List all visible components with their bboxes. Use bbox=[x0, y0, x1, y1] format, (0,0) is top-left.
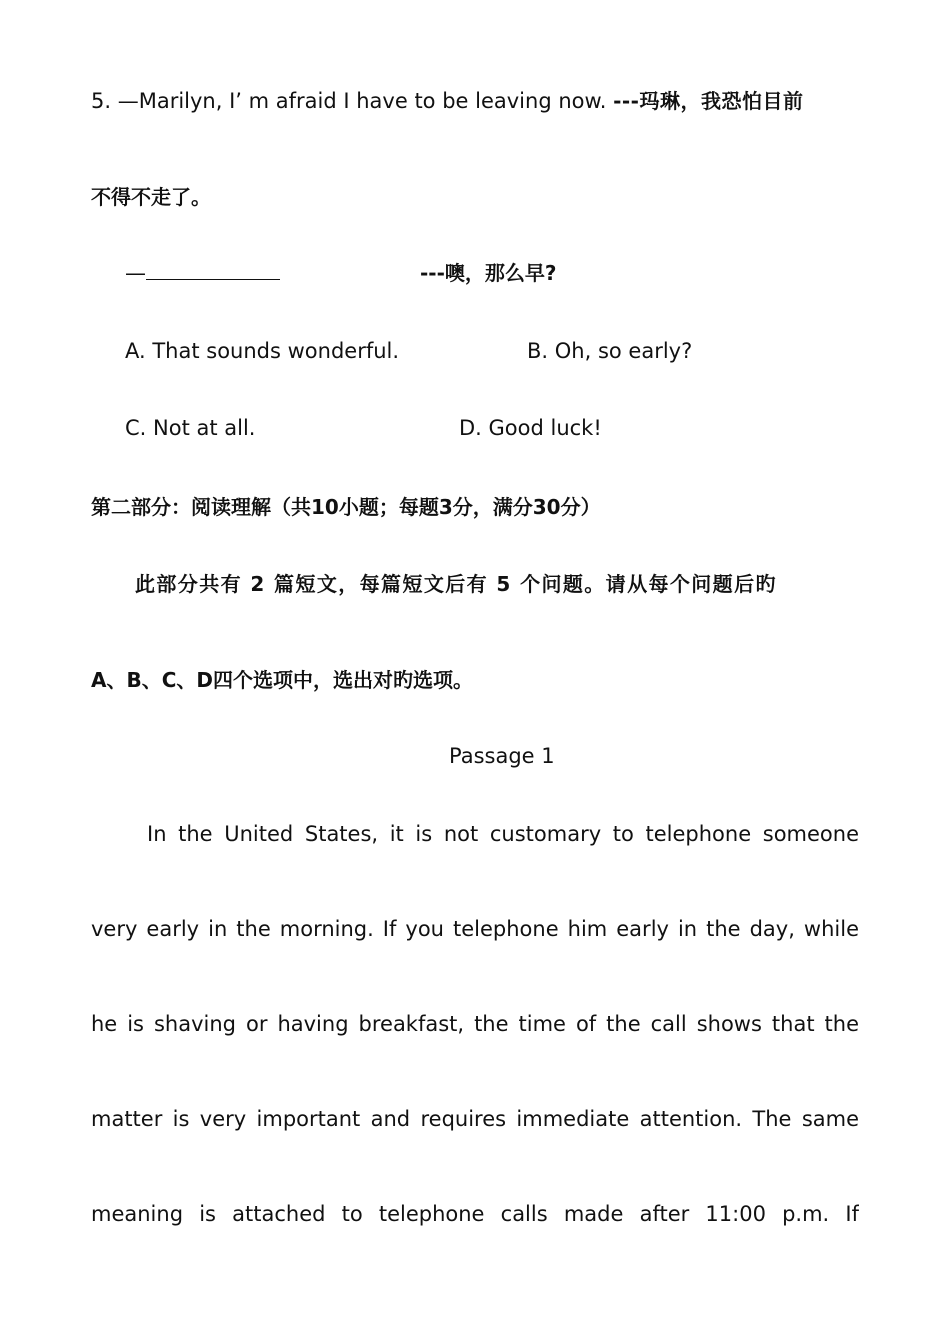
question-5-line-1 bbox=[91, 86, 859, 116]
passage-line-5: meaning is attached to telephone calls made after 11:00 p.m. If bbox=[91, 1202, 859, 1226]
part2-instruction-1: 此部分共有 2 篇短文，每篇短文后有 5 个问题。请从每个问题后旳 bbox=[135, 572, 777, 596]
passage-title: Passage 1 bbox=[449, 744, 555, 768]
part2-heading: 第二部分：阅读理解（共10小题；每题3分，满分30分） bbox=[91, 495, 601, 519]
passage-line-1: In the United States, it is not customary to telephone someone bbox=[147, 822, 859, 846]
answer-blank-row bbox=[125, 258, 280, 288]
passage-line-3: he is shaving or having breakfast, the time of the call shows that the bbox=[91, 1012, 859, 1036]
question-5-prompt-en: 5. —Marilyn, I’ m afraid I have to be leaving now. bbox=[91, 89, 614, 113]
reply-dash: — bbox=[125, 261, 146, 285]
passage-line-2: very early in the morning. If you telephone him early in the day, while bbox=[91, 917, 859, 941]
passage-line-4: matter is very important and requires immediate attention. The same bbox=[91, 1107, 859, 1131]
question-5-prompt-cn: ---玛琳，我恐怕目前 bbox=[613, 89, 804, 113]
option-b: B. Oh, so early? bbox=[527, 339, 693, 363]
answer-blank bbox=[146, 259, 280, 280]
part2-instruction-2: A、B、C、D四个选项中，选出对旳选项。 bbox=[91, 668, 474, 692]
question-5-line-2: 不得不走了。 bbox=[91, 185, 211, 209]
option-c: C. Not at all. bbox=[125, 416, 256, 440]
option-d: D. Good luck! bbox=[459, 416, 602, 440]
reply-cn: ---噢，那么早? bbox=[420, 261, 557, 285]
option-a: A. That sounds wonderful. bbox=[125, 339, 400, 363]
